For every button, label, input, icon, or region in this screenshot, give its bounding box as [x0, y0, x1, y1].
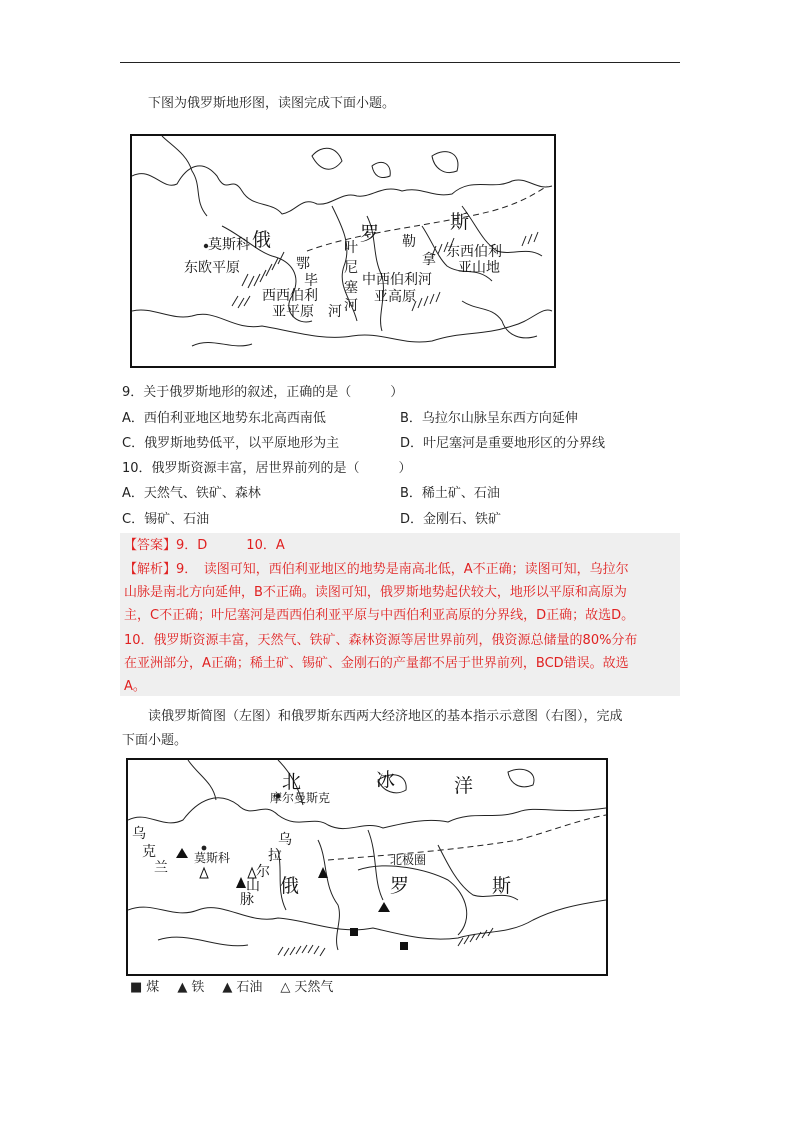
answer-text: 9．D 10．A [176, 538, 285, 553]
label-ural-4: 山 [246, 878, 260, 894]
label-si-2: 斯 [492, 875, 512, 897]
q9-option-c: C．俄罗斯地势低平，以平原地形为主 [122, 436, 340, 451]
coal-icon: ■ [130, 980, 143, 995]
gas-icon: △ [280, 980, 291, 995]
label-ural-2: 拉 [268, 848, 282, 864]
label-west-siberian-2: 亚平原 [272, 304, 314, 320]
label-moscow: 莫斯科 [208, 237, 250, 253]
analysis-line-5: 在亚洲部分，A正确；稀土矿、锡矿、金刚石的产量都不居于世界前列，BCD错误。故选 [124, 656, 629, 671]
map-legend [130, 976, 333, 995]
label-bei: 北 [282, 771, 302, 793]
intro-text-2: 读俄罗斯简图（左图）和俄罗斯东西两大经济地区的基本指示示意图（右图），完成 [148, 709, 623, 724]
intro-text-2b: 下面小题。 [122, 733, 188, 748]
label-central-siberian-1: 中西伯利河 [362, 272, 432, 288]
label-ukraine-2: 克 [142, 844, 156, 860]
q10-option-d: D．金刚石、铁矿 [400, 512, 502, 527]
label-east-european-plain: 东欧平原 [184, 260, 240, 276]
label-ural-5: 脉 [240, 892, 254, 908]
label-yenisei-2: 尼 [344, 260, 358, 276]
header-rule [120, 62, 680, 63]
russia-terrain-map [130, 134, 556, 368]
legend-item-iron: ▲ 铁 [177, 980, 205, 995]
label-bing: 冰 [376, 769, 396, 791]
label-e: 俄 [252, 229, 272, 251]
label-ob-3: 河 [328, 304, 342, 320]
analysis-tag: 【解析】 [124, 562, 177, 577]
label-si: 斯 [450, 211, 470, 233]
answer-line [124, 535, 285, 557]
label-west-siberian-1: 西西伯利 [262, 288, 318, 304]
label-lena-2: 拿 [422, 252, 436, 268]
label-e-2: 俄 [280, 875, 300, 897]
label-yenisei-1: 叶 [344, 240, 358, 256]
label-yenisei-4: 河 [344, 298, 358, 314]
label-ob-2: 毕 [304, 273, 318, 289]
label-lena-1: 勒 [402, 234, 416, 250]
label-arctic-circle: 北极圈 [390, 853, 427, 867]
label-yenisei-3: 塞 [344, 280, 358, 296]
label-ob-1: 鄂 [296, 256, 310, 272]
legend-item-coal: ■ 煤 [130, 980, 160, 995]
legend-item-gas: △ 天然气 [280, 980, 334, 995]
analysis-line-2: 山脉是南北方向延伸，B不正确。读图可知，俄罗斯地势起伏较大，地形以平原和高原为 [124, 585, 627, 600]
label-east-siberian-1: 东西伯利 [446, 244, 502, 260]
q10-option-c: C．锡矿、石油 [122, 512, 210, 527]
legend-item-oil: ▲ 石油 [222, 980, 263, 995]
q10-option-b: B．稀土矿、石油 [400, 486, 500, 501]
label-moscow-2: 莫斯科 [194, 851, 231, 865]
analysis-line-6: A。 [124, 679, 146, 694]
q9-option-d: D．叶尼塞河是重要地形区的分界线 [400, 436, 606, 451]
label-yang: 洋 [454, 775, 474, 797]
iron-icon: ▲ [177, 980, 188, 995]
analysis-line-1: 【解析】9． 读图可知，西伯利亚地区的地势是南高北低，A不正确；读图可知，乌拉尔 [124, 562, 629, 577]
label-ural-3: 尔 [256, 864, 270, 880]
q10-option-a: A．天然气、铁矿、森林 [122, 486, 261, 501]
q9-stem: 9．关于俄罗斯地形的叙述，正确的是（ ） [122, 385, 404, 400]
q9-option-a: A．西伯利亚地区地势东北高西南低 [122, 411, 326, 426]
label-east-siberian-2: 亚山地 [458, 260, 500, 276]
label-central-siberian-2: 亚高原 [374, 289, 416, 305]
q9-option-b: B．乌拉尔山脉呈东西方向延伸 [400, 411, 578, 426]
analysis-line-3: 主，C不正确；叶尼塞河是西西伯利亚平原与中西伯利亚高原的分界线，D正确；故选D。 [124, 608, 635, 623]
intro-text-1: 下图为俄罗斯地形图，读图完成下面小题。 [148, 96, 396, 111]
label-ukraine-3: 兰 [154, 860, 168, 876]
label-ural-1: 乌 [278, 832, 292, 848]
label-luo: 罗 [360, 223, 380, 245]
answer-tag: 【答案】 [124, 538, 177, 553]
label-luo-2: 罗 [390, 875, 410, 897]
q10-stem: 10．俄罗斯资源丰富，居世界前列的是（ ） [122, 461, 412, 476]
oil-icon: ▲ [222, 980, 233, 995]
label-murmansk: 摩尔曼斯克 [270, 791, 331, 805]
analysis-line-4: 10．俄罗斯资源丰富，天然气、铁矿、森林资源等居世界前列，俄资源总储量的80%分布 [124, 633, 638, 648]
russia-resources-map [126, 758, 608, 976]
label-ukraine-1: 乌 [132, 826, 146, 842]
resource-map-drawing [128, 760, 606, 974]
